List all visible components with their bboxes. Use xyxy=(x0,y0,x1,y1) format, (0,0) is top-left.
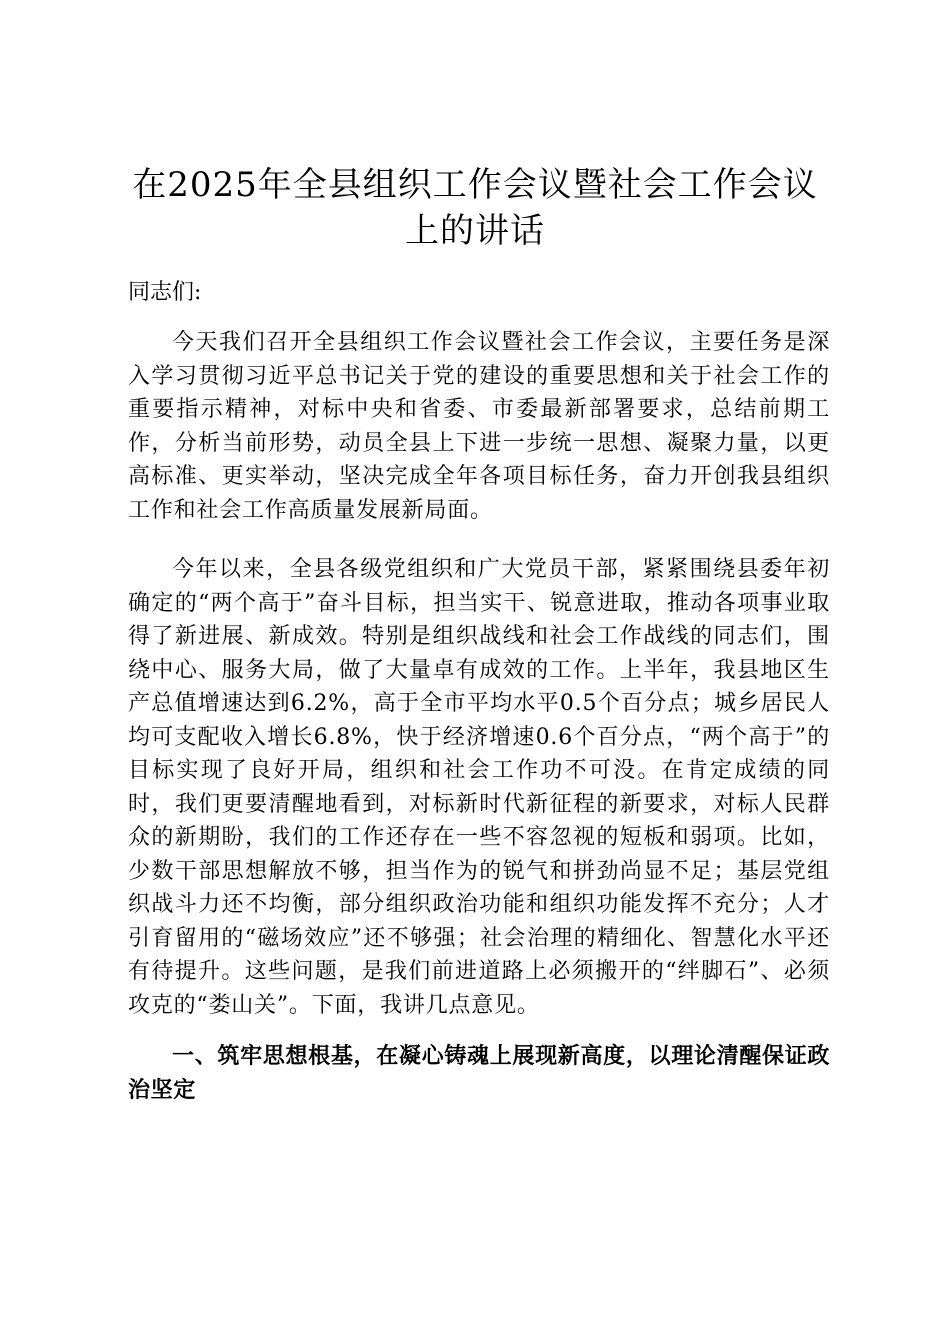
document-title: 在2025年全县组织工作会议暨社会工作会议上的讲话 xyxy=(132,165,818,251)
salutation: 同志们: xyxy=(128,280,202,305)
paragraph-review: 今年以来，全县各级党组织和广大党员干部，紧紧围绕县委年初确定的“两个高于”奋斗目标，担当实干、锐意进取，推动各项事业取得了新进展、新成效。特别是组织战线和社会工作战线的同志们，围绕中心、服务大局，做了大量卓有成效的工作。上半年，我县地区生产总值增速达到6.2%，高于全市平均水平0.5个百分点；城乡居民人均可支配收入增长6.8%，快于经济增速0.6个百分点，“两个高于”的目标实现了良好开局，组织和社会工作功不可没。在肯定成绩的同时，我们更要清醒地看到，对标新时代新征程的新要求，对标人民群众的新期盼，我们的工作还存在一些不容忽视的短板和弱项。比如，少数干部思想解放不够，担当作为的锐气和拼劲尚显不足；基层党组织战斗力还不均衡，部分组织政治功能和组织功能发挥不充分；人才引育留用的“磁场效应”还不够强；社会治理的精细化、智慧化水平还有待提升。这些问题，是我们前进道路上必须搬开的“绊脚石”、必须攻克的“娄山关”。下面，我讲几点意见。 xyxy=(128,557,830,1018)
paragraph-intro: 今天我们召开全县组织工作会议暨社会工作会议，主要任务是深入学习贯彻习近平总书记关于党的建设的重要思想和关于社会工作的重要指示精神，对标中央和省委、市委最新部署要求，总结前期工作，分析当前形势，动员全县上下进一步统一思想、凝聚力量，以更高标准、更实举动，坚决完成全年各项目标任务，奋力开创我县组织工作和社会工作高质量发展新局面。 xyxy=(128,330,830,523)
section-heading: 一、筑牢思想根基，在凝心铸魂上展现新高度，以理论清醒保证政治坚定 xyxy=(128,1044,830,1103)
